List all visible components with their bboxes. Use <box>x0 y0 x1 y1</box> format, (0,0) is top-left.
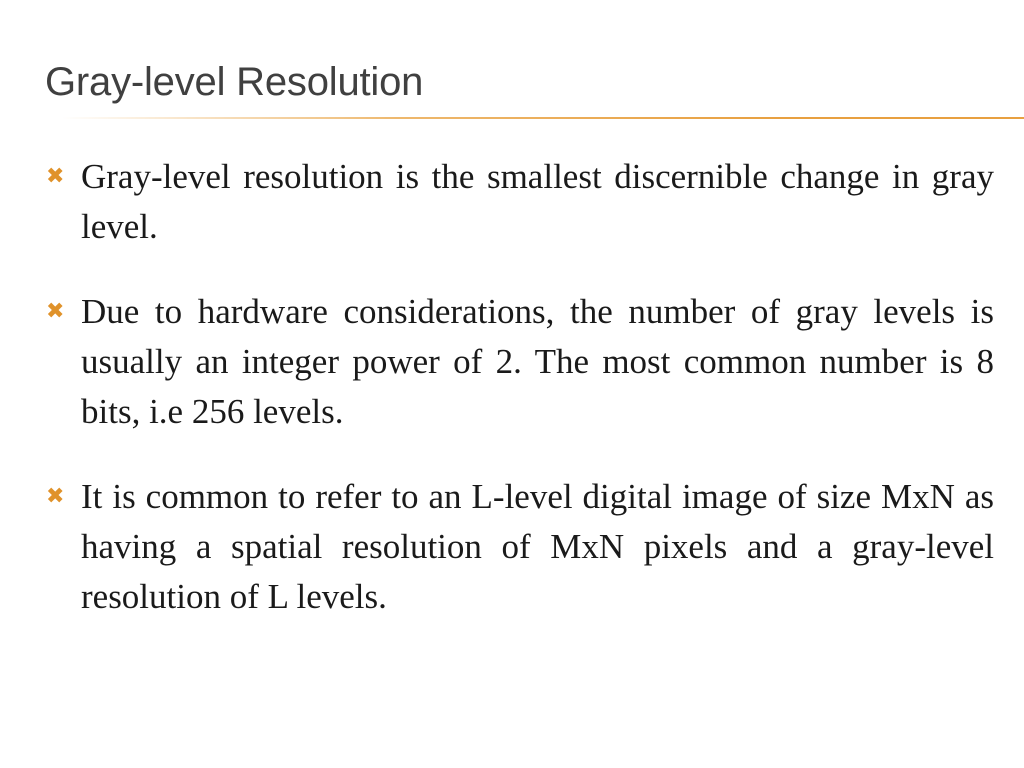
bullet-text: Due to hardware considerations, the number of gray levels is usually an integer power of 2. The most common number is 8 bits, i.e 256 levels. <box>81 292 994 431</box>
bullet-item <box>45 287 994 437</box>
multiplication-x-icon: ✖ <box>46 164 65 189</box>
bullet-item <box>45 152 994 252</box>
slide-title: Gray-level Resolution <box>45 60 424 104</box>
title-underline <box>62 117 1024 119</box>
bullet-item <box>45 472 994 622</box>
bullet-text: It is common to refer to an L-level digital image of size MxN as having a spatial resolution of MxN pixels and a gray-level resolution of L levels. <box>81 477 994 616</box>
multiplication-x-icon: ✖ <box>46 484 65 509</box>
bullet-list <box>45 152 994 622</box>
bullet-text: Gray-level resolution is the smallest discernible change in gray level. <box>81 157 994 246</box>
multiplication-x-icon: ✖ <box>46 299 65 324</box>
